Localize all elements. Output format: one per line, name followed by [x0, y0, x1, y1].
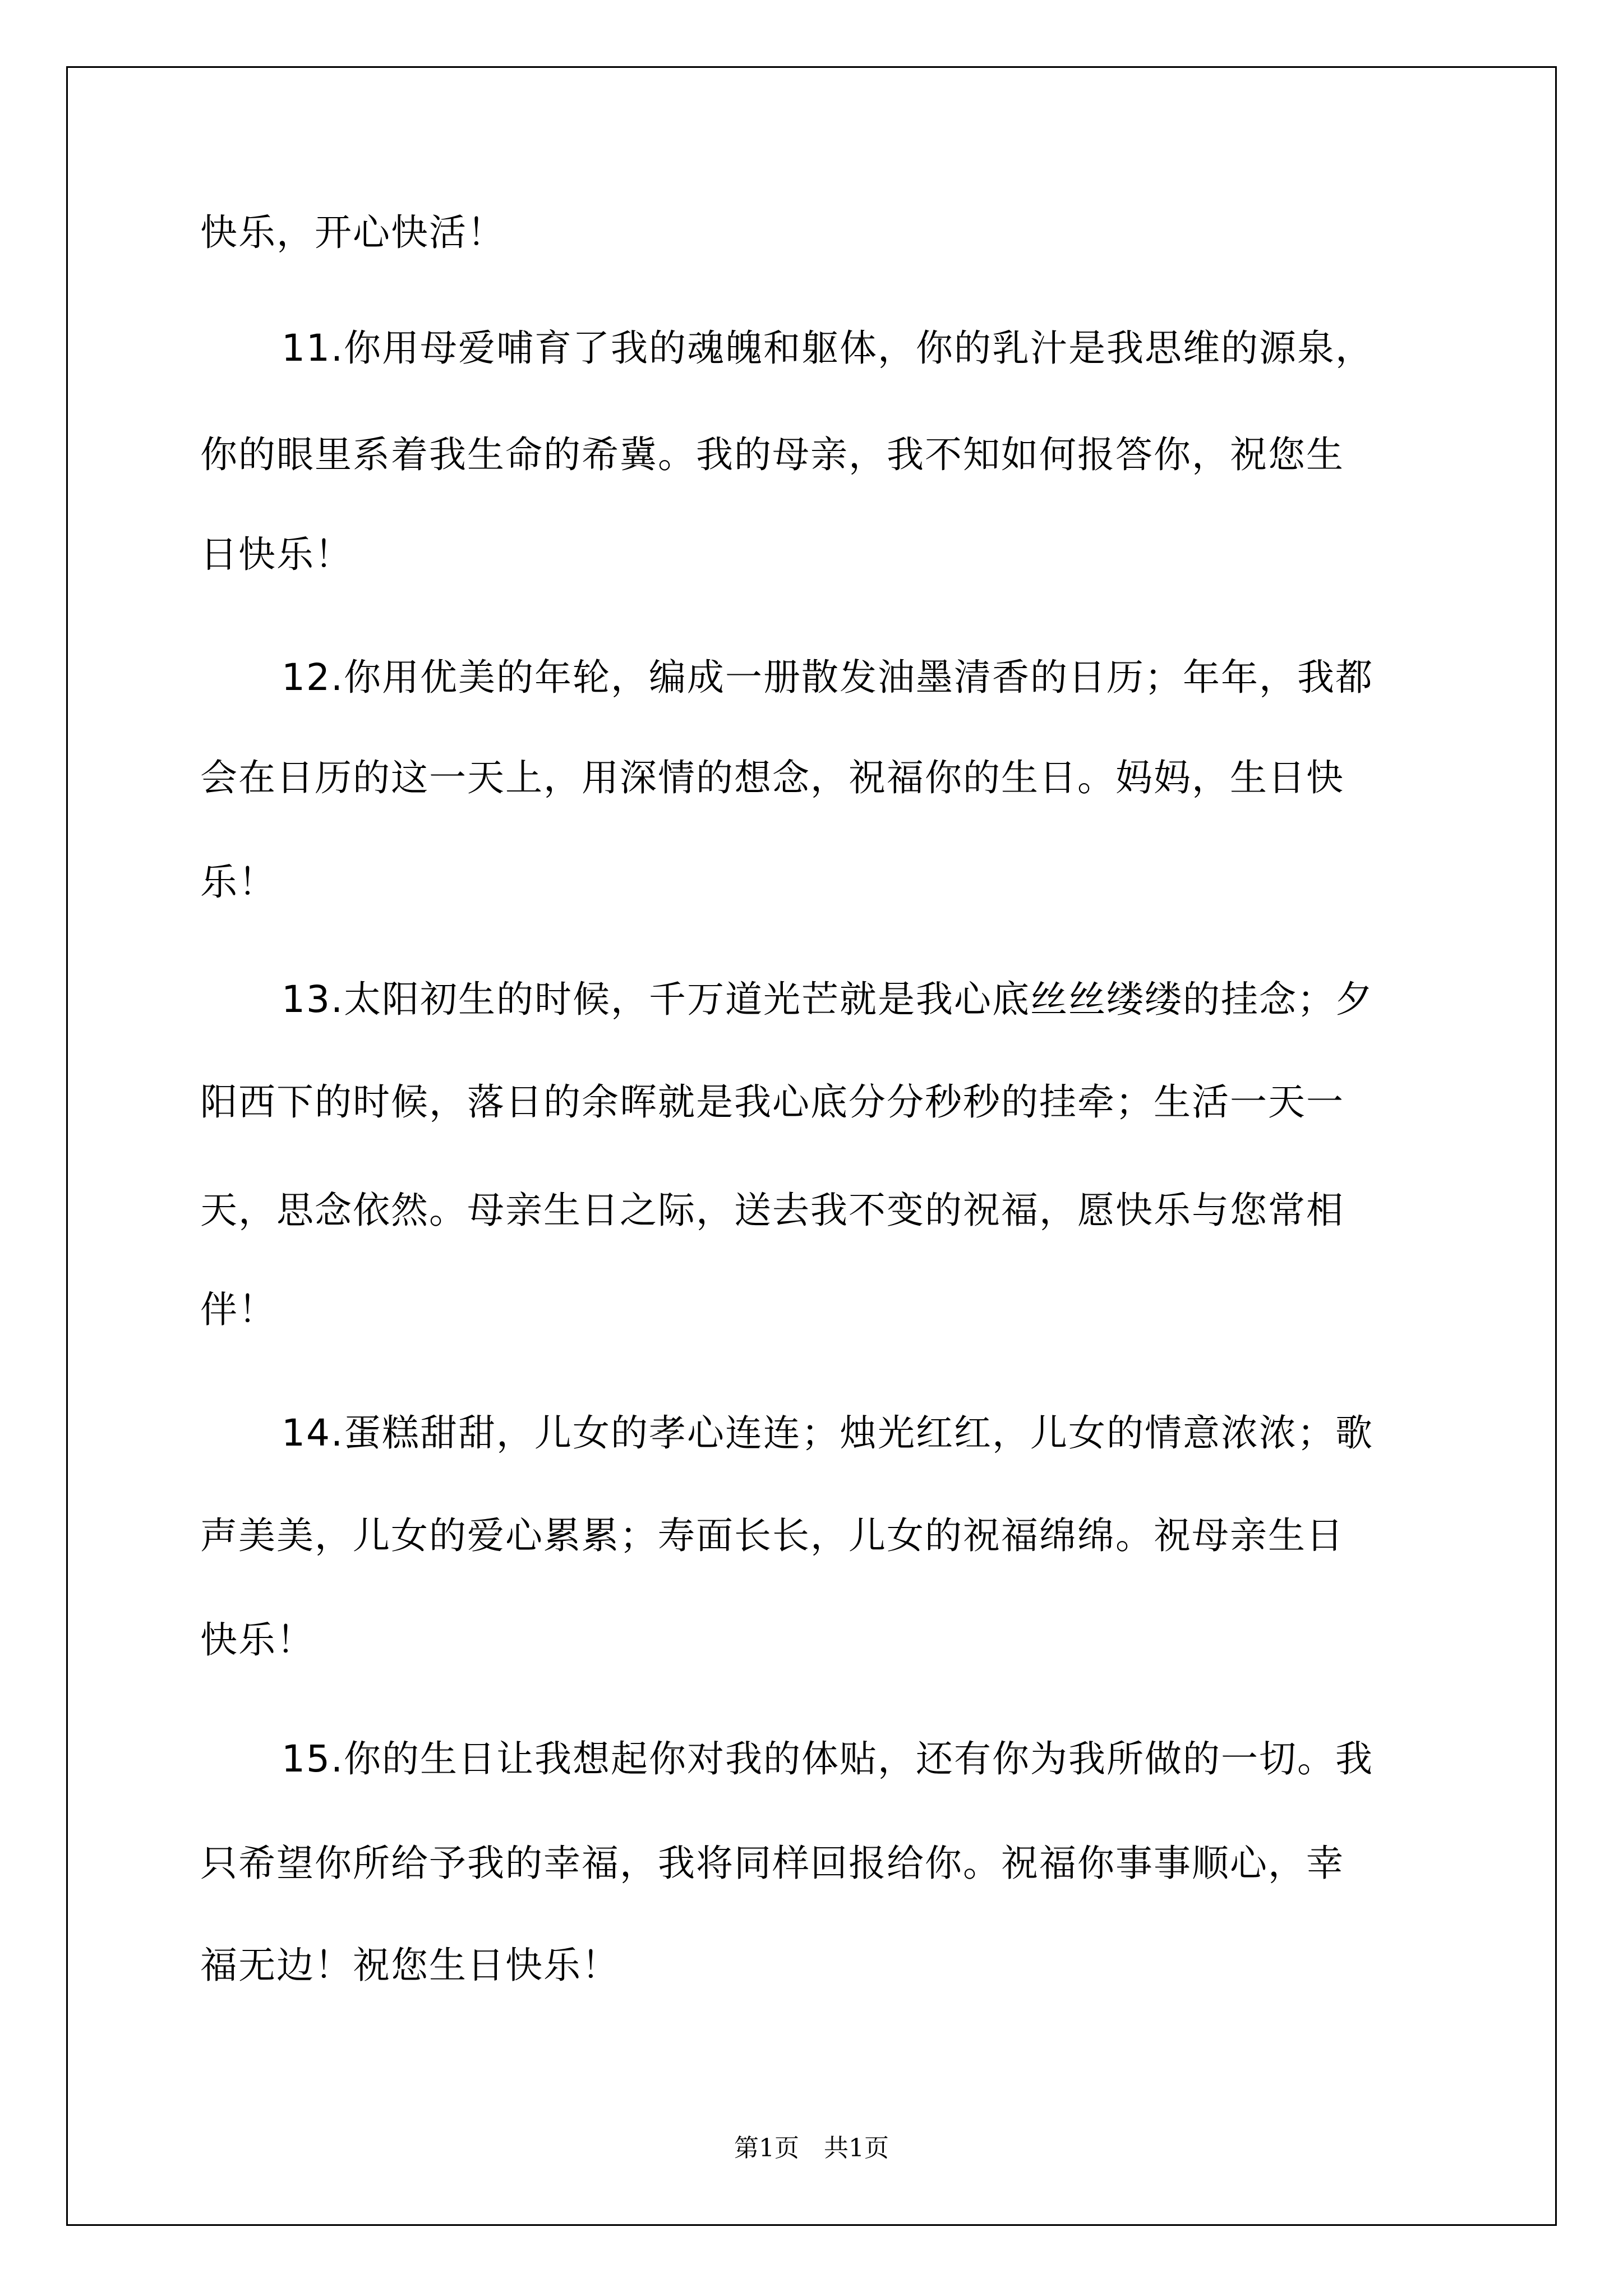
paragraph-13-line-3: 天，思念依然。母亲生日之际，送去我不变的祝福，愿快乐与您常相 — [200, 1189, 1344, 1232]
text-line: 快乐，开心快活！ — [200, 211, 505, 254]
paragraph-14-line-1: 14.蛋糕甜甜，儿女的孝心连连；烛光红红，儿女的情意浓浓；歌 — [282, 1411, 1373, 1455]
paragraph-13-line-4: 伴！ — [200, 1288, 276, 1331]
paragraph-11-line-3: 日快乐！ — [200, 533, 353, 576]
paragraph-13-line-2: 阳西下的时候，落日的余晖就是我心底分分秒秒的挂牵；生活一天一 — [200, 1080, 1344, 1124]
paragraph-13-line-1: 13.太阳初生的时候，千万道光芒就是我心底丝丝缕缕的挂念；夕 — [282, 978, 1373, 1021]
page-number-footer: 第1页 共1页 — [734, 2134, 889, 2162]
paragraph-15-line-2: 只希望你所给予我的幸福，我将同样回报给你。祝福你事事顺心，幸 — [200, 1842, 1344, 1885]
paragraph-14-line-2: 声美美，儿女的爱心累累；寿面长长，儿女的祝福绵绵。祝母亲生日 — [200, 1514, 1344, 1557]
paragraph-12-line-1: 12.你用优美的年轮，编成一册散发油墨清香的日历；年年，我都 — [282, 656, 1373, 699]
page-border — [66, 66, 1557, 2226]
paragraph-15-line-1: 15.你的生日让我想起你对我的体贴，还有你为我所做的一切。我 — [282, 1737, 1373, 1780]
paragraph-11-line-2: 你的眼里系着我生命的希冀。我的母亲，我不知如何报答你，祝您生 — [200, 433, 1344, 476]
paragraph-12-line-3: 乐！ — [200, 861, 276, 904]
paragraph-11-line-1: 11.你用母爱哺育了我的魂魄和躯体，你的乳汁是我思维的源泉， — [282, 326, 1373, 370]
paragraph-14-line-3: 快乐！ — [200, 1618, 315, 1662]
paragraph-15-line-3: 福无边！祝您生日快乐！ — [200, 1944, 620, 1987]
paragraph-12-line-2: 会在日历的这一天上，用深情的想念，祝福你的生日。妈妈，生日快 — [200, 756, 1344, 799]
